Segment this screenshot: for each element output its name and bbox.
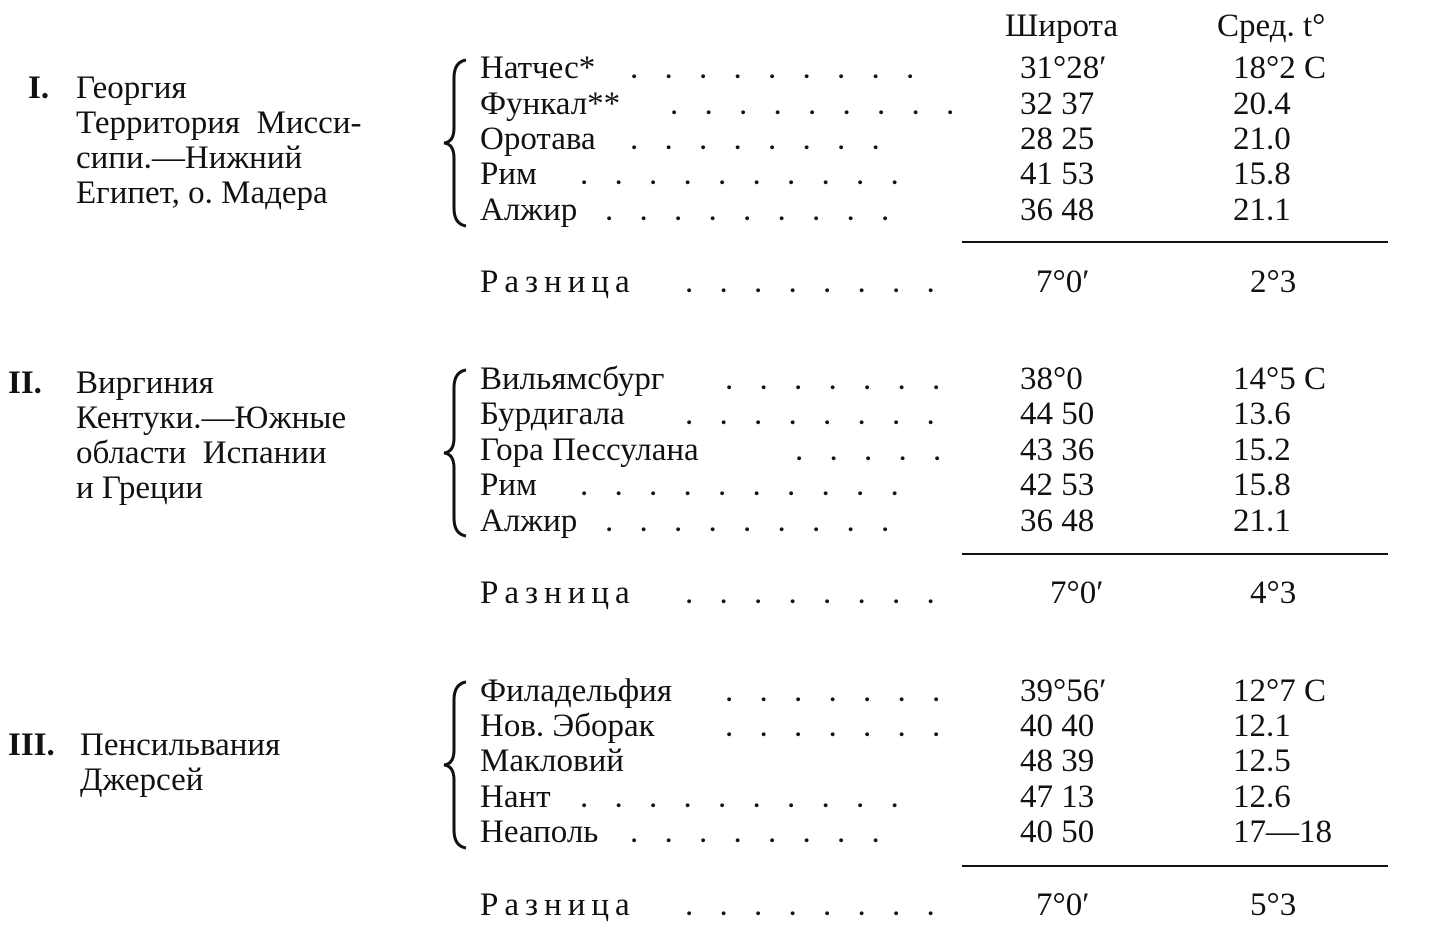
table-row xyxy=(480,121,1430,157)
table-row xyxy=(480,432,1430,468)
difference-temperature: 4°3 xyxy=(1250,575,1297,611)
latitude-value: 43 36 xyxy=(1020,432,1095,468)
difference-latitude: 7°0′ xyxy=(1036,887,1090,923)
place-name: Бурдигала xyxy=(480,396,625,432)
divider xyxy=(962,241,1388,243)
temperature-value: 20.4 xyxy=(1233,86,1291,122)
table-row xyxy=(480,86,1430,122)
difference-temperature: 5°3 xyxy=(1250,887,1297,923)
difference-label: Разница xyxy=(480,887,636,923)
region-line: и Греции xyxy=(76,470,204,506)
difference-row xyxy=(480,575,1430,611)
divider xyxy=(962,865,1388,867)
leader-dots: . . . . . . . . xyxy=(630,121,889,157)
temperature-value: 21.0 xyxy=(1233,121,1291,157)
temperature-value: 12.6 xyxy=(1233,779,1291,815)
group-numeral: II. xyxy=(8,365,42,401)
leader-dots: . . . . . . . . xyxy=(685,575,944,611)
latitude-value: 47 13 xyxy=(1020,779,1095,815)
region-line: области Испании xyxy=(76,435,327,471)
table-row xyxy=(480,779,1430,815)
difference-label: Разница xyxy=(480,575,636,611)
latitude-value: 42 53 xyxy=(1020,467,1095,503)
leader-dots: . . . . . . . . xyxy=(685,887,944,923)
temperature-value: 13.6 xyxy=(1233,396,1291,432)
temperature-value: 12.1 xyxy=(1233,708,1291,744)
temperature-value: 15.8 xyxy=(1233,156,1291,192)
group-numeral: III. xyxy=(8,727,55,763)
curly-brace xyxy=(440,368,470,538)
latitude-value: 31°28′ xyxy=(1020,50,1107,86)
difference-row xyxy=(480,264,1430,300)
table-row xyxy=(480,673,1430,709)
leader-dots: . . . . . . . . . . xyxy=(580,156,908,192)
temperature-value: 15.2 xyxy=(1233,432,1291,468)
leader-dots: . . . . . . . . . xyxy=(630,50,924,86)
latitude-value: 40 40 xyxy=(1020,708,1095,744)
table-row xyxy=(480,814,1430,850)
place-name: Алжир xyxy=(480,503,578,539)
divider xyxy=(962,553,1388,555)
latitude-value: 41 53 xyxy=(1020,156,1095,192)
latitude-value: 38°0 xyxy=(1020,361,1083,397)
leader-dots: . . . . . . . . . . xyxy=(580,779,908,815)
region-line: Египет, о. Мадера xyxy=(76,175,328,211)
place-name: Функал** xyxy=(480,86,621,122)
region-line: Виргиния xyxy=(76,365,214,401)
place-name: Оротава xyxy=(480,121,596,157)
temperature-value: 12°7 С xyxy=(1233,673,1326,709)
table-row xyxy=(480,156,1430,192)
place-name: Рим xyxy=(480,467,537,503)
temperature-value: 12.5 xyxy=(1233,743,1291,779)
temperature-value: 14°5 С xyxy=(1233,361,1326,397)
latitude-header: Широта xyxy=(1005,8,1118,44)
table-row xyxy=(480,743,1430,779)
latitude-value: 36 48 xyxy=(1020,503,1095,539)
place-name: Нант xyxy=(480,779,551,815)
latitude-value: 32 37 xyxy=(1020,86,1095,122)
latitude-value: 48 39 xyxy=(1020,743,1095,779)
latitude-value: 44 50 xyxy=(1020,396,1095,432)
table-row xyxy=(480,361,1430,397)
region-line: Джерсей xyxy=(80,762,204,798)
curly-brace xyxy=(440,58,470,228)
region-line: Территория Мисси- xyxy=(76,105,362,141)
place-name: Натчес* xyxy=(480,50,596,86)
table-row xyxy=(480,708,1430,744)
leader-dots: . . . . . . . . . xyxy=(670,86,964,122)
leader-dots: . . . . . . . . xyxy=(685,264,944,300)
place-name: Алжир xyxy=(480,192,578,228)
leader-dots: . . . . . . . . xyxy=(685,396,944,432)
region-line: Георгия xyxy=(76,70,187,106)
leader-dots: . . . . . . . xyxy=(725,673,950,709)
place-name: Филадельфия xyxy=(480,673,673,709)
curly-brace xyxy=(440,680,470,850)
difference-latitude: 7°0′ xyxy=(1050,575,1104,611)
leader-dots: . . . . . . . . . . xyxy=(580,467,908,503)
leader-dots: . . . . . . . . . xyxy=(605,192,899,228)
table-row xyxy=(480,192,1430,228)
leader-dots: . . . . . xyxy=(795,432,951,468)
leader-dots: . . . . . . . xyxy=(725,708,950,744)
leader-dots: . . . . . . . xyxy=(725,361,950,397)
table-row xyxy=(480,396,1430,432)
table-row xyxy=(480,50,1430,86)
latitude-value: 39°56′ xyxy=(1020,673,1107,709)
region-line: Кентуки.—Южные xyxy=(76,400,347,436)
place-name: Гора Пессулана xyxy=(480,432,699,468)
latitude-value: 36 48 xyxy=(1020,192,1095,228)
table-row xyxy=(480,503,1430,539)
latitude-value: 40 50 xyxy=(1020,814,1095,850)
leader-dots: . . . . . . . . . xyxy=(605,503,899,539)
table-row xyxy=(480,467,1430,503)
temperature-value: 15.8 xyxy=(1233,467,1291,503)
difference-label: Разница xyxy=(480,264,636,300)
place-name: Макловий xyxy=(480,743,624,779)
region-line: Пенсильвания xyxy=(80,727,281,763)
place-name: Вильямсбург xyxy=(480,361,665,397)
place-name: Рим xyxy=(480,156,537,192)
region-line: сипи.—Нижний xyxy=(76,140,303,176)
leader-dots: . . . . . . . . xyxy=(630,814,889,850)
temperature-value: 21.1 xyxy=(1233,192,1291,228)
place-name: Нов. Эборак xyxy=(480,708,655,744)
temperature-value: 21.1 xyxy=(1233,503,1291,539)
temperature-value: 18°2 С xyxy=(1233,50,1326,86)
group-numeral: I. xyxy=(28,70,50,106)
difference-latitude: 7°0′ xyxy=(1036,264,1090,300)
temperature-header: Сред. t° xyxy=(1217,8,1326,44)
difference-row xyxy=(480,887,1430,923)
temperature-value: 17—18 xyxy=(1233,814,1332,850)
place-name: Неаполь xyxy=(480,814,599,850)
latitude-value: 28 25 xyxy=(1020,121,1095,157)
difference-temperature: 2°3 xyxy=(1250,264,1297,300)
